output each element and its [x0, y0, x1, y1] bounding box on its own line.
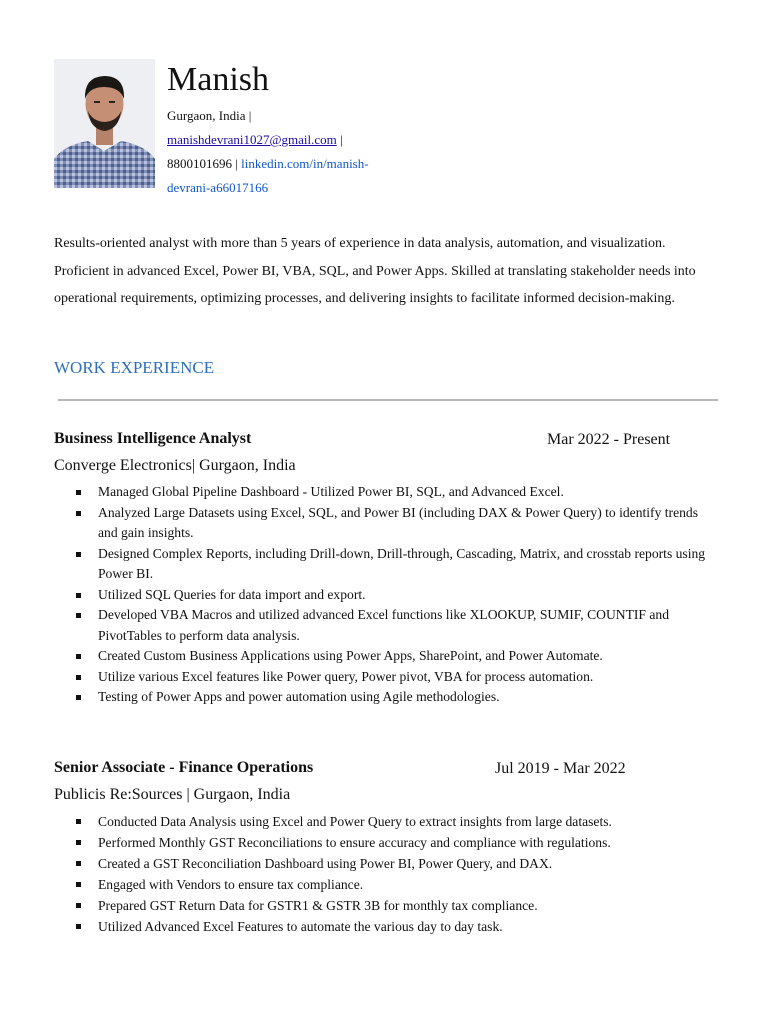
bullet-square-icon — [76, 490, 81, 495]
section-divider — [58, 399, 718, 401]
bullet-square-icon — [76, 861, 81, 866]
bullet-square-icon — [76, 695, 81, 700]
job-entry-2 — [54, 759, 724, 937]
email-separator: | — [336, 132, 343, 147]
bullet-square-icon — [76, 819, 81, 824]
job-responsibilities — [54, 482, 724, 708]
list-item: Performed Monthly GST Reconciliations to ensure accuracy and compliance with regulations. — [54, 832, 724, 853]
bullet-square-icon — [76, 882, 81, 887]
bullet-square-icon — [76, 552, 81, 557]
job-entry-1 — [54, 430, 724, 708]
email-link[interactable]: manishdevrani1027@gmail.com — [167, 132, 337, 147]
linkedin-link-continued[interactable]: devrani-a66017166 — [167, 180, 269, 195]
bullet-square-icon — [76, 593, 81, 598]
job-company: Converge Electronics| Gurgaon, India — [54, 457, 296, 474]
profile-photo — [54, 59, 155, 188]
bullet-square-icon — [76, 613, 81, 618]
linkedin-line-2 — [167, 176, 407, 200]
job-title: Business Intelligence Analyst — [54, 430, 252, 447]
list-item: Utilized SQL Queries for data import and export. — [54, 585, 724, 606]
phone-number: 8800101696 | — [167, 156, 242, 171]
job-header — [54, 759, 724, 781]
job-title: Senior Associate - Finance Operations — [54, 759, 314, 776]
list-item: Engaged with Vendors to ensure tax compliance. — [54, 874, 724, 895]
list-item: Utilize various Excel features like Power query, Power pivot, VBA for process automation. — [54, 667, 724, 688]
list-item: Created Custom Business Applications using Power Apps, SharePoint, and Power Automate. — [54, 646, 724, 667]
linkedin-link[interactable]: linkedin.com/in/manish- — [241, 156, 369, 171]
email-line — [167, 128, 407, 152]
list-item: Analyzed Large Datasets using Excel, SQL, and Power BI (including DAX & Power Query) to identify trends and gain insights. — [54, 503, 724, 544]
professional-summary: Results-oriented analyst with more than 5 years of experience in data analysis, automation, and visualization. Proficient in advanced Excel, Power BI, VBA, SQL, and Power Apps. Skilled at translating stakeholder needs into operational requirements, optimizing processes, and delivering insights to facilitate informed decision-making. — [54, 236, 696, 306]
section-heading-work-experience: WORK EXPERIENCE — [54, 358, 215, 377]
list-item: Developed VBA Macros and utilized advanced Excel functions like XLOOKUP, SUMIF, COUNTIF and PivotTables to perform data analysis. — [54, 605, 724, 646]
job-date-range: Jul 2019 - Mar 2022 — [495, 760, 626, 777]
location: Gurgaon, India | — [167, 108, 252, 123]
bullet-square-icon — [76, 654, 81, 659]
candidate-name: Manish — [167, 61, 269, 98]
job-header — [54, 430, 724, 452]
bullet-square-icon — [76, 675, 81, 680]
phone-line — [167, 152, 407, 176]
job-company: Publicis Re:Sources | Gurgaon, India — [54, 786, 291, 803]
job-responsibilities — [54, 811, 724, 937]
bullet-square-icon — [76, 840, 81, 845]
list-item: Created a GST Reconciliation Dashboard using Power BI, Power Query, and DAX. — [54, 853, 724, 874]
list-item: Testing of Power Apps and power automation using Agile methodologies. — [54, 687, 724, 708]
list-item: Managed Global Pipeline Dashboard - Utilized Power BI, SQL, and Advanced Excel. — [54, 482, 724, 503]
list-item: Conducted Data Analysis using Excel and Power Query to extract insights from large datasets. — [54, 811, 724, 832]
list-item: Prepared GST Return Data for GSTR1 & GSTR 3B for monthly tax compliance. — [54, 895, 724, 916]
bullet-square-icon — [76, 903, 81, 908]
list-item: Designed Complex Reports, including Drill-down, Drill-through, Cascading, Matrix, and crosstab reports using Power BI. — [54, 544, 724, 585]
bullet-square-icon — [76, 924, 81, 929]
job-date-range: Mar 2022 - Present — [547, 431, 671, 448]
bullet-square-icon — [76, 511, 81, 516]
list-item: Utilized Advanced Excel Features to automate the various day to day task. — [54, 916, 724, 937]
contact-info — [167, 104, 407, 200]
